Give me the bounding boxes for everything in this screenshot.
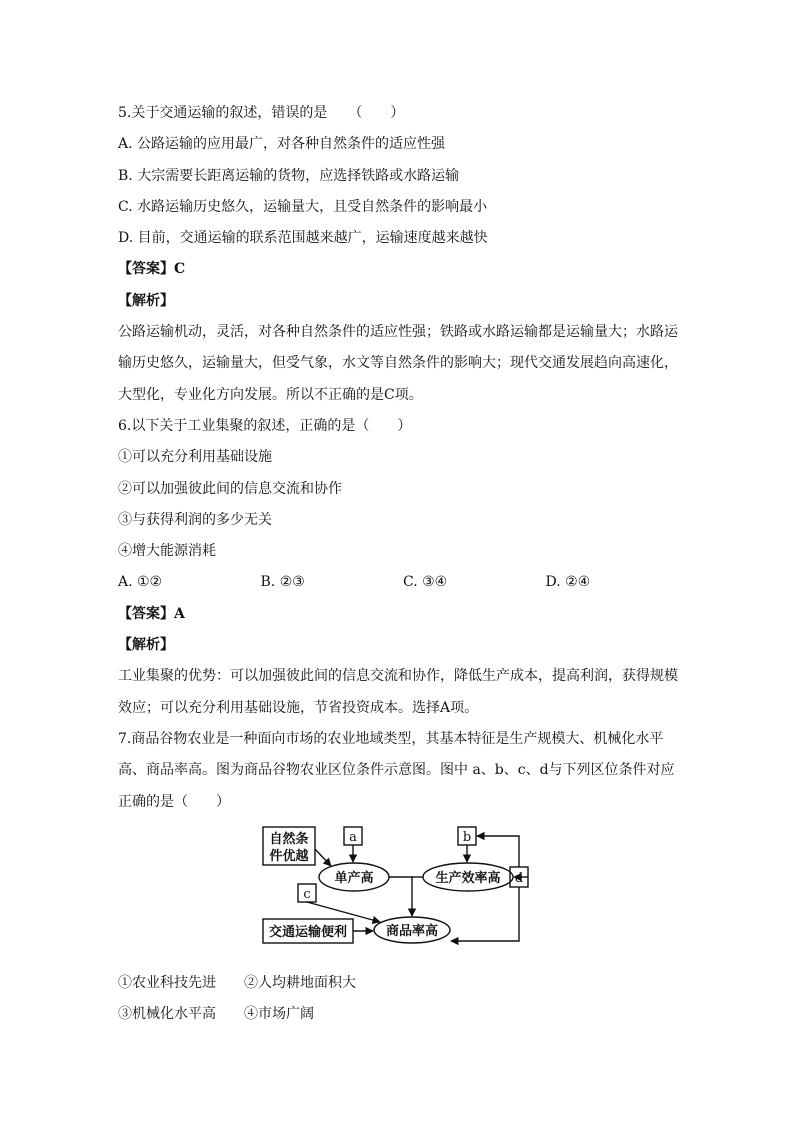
q6-option-c: C. ③④ xyxy=(403,574,448,591)
natural-label-1: 自然条 xyxy=(269,831,309,847)
natural-label-2: 件优越 xyxy=(269,848,309,864)
q7-items-line-1: ①农业科技先进 ②人均耕地面积大 xyxy=(118,974,356,991)
q5-option-b: B. 大宗需要长距离运输的货物，应选择铁路或水路运输 xyxy=(118,167,460,184)
arrow-natural-to-yield xyxy=(315,849,331,866)
q5-option-c: C. 水路运输历史悠久，运输量大，且受自然条件的影响最小 xyxy=(118,198,488,215)
q6-analysis-label: 【解析】 xyxy=(118,637,174,654)
q6-options xyxy=(118,567,688,598)
q6-stem: 6.以下关于工业集聚的叙述，正确的是（ ） xyxy=(118,417,412,434)
q6-option-d: D. ②④ xyxy=(545,574,591,591)
high-commodity-rate-label: 商品率高 xyxy=(385,923,439,939)
arrow-d-to-commodity xyxy=(451,887,519,941)
high-efficiency-label: 生产效率高 xyxy=(435,870,501,886)
q5-analysis-label: 【解析】 xyxy=(118,292,174,309)
label-c: c xyxy=(303,886,311,902)
q7-stem: 7.商品谷物农业是一种面向市场的农业地域类型，其基本特征是生产规模大、机械化水平高、商品率高。图为商品谷物农业区位条件示意图。图中 a、b、c、d与下列区位条件对应正确的是（ ） xyxy=(118,730,675,810)
q6-item-1: ①可以充分利用基础设施 xyxy=(118,449,272,466)
arrow-d-to-b xyxy=(477,836,519,867)
diagram-svg xyxy=(118,824,688,962)
q6-option-a: A. ①② xyxy=(118,574,163,591)
q6-item-3: ③与获得利润的多少无关 xyxy=(118,511,272,528)
q6-answer: 【答案】A xyxy=(118,605,185,622)
q6-option-b: B. ②③ xyxy=(260,574,305,591)
label-b: b xyxy=(462,829,472,845)
label-a: a xyxy=(349,829,357,845)
q5-answer: 【答案】C xyxy=(118,261,186,278)
q5-stem: 5.关于交通运输的叙述，错误的是 （ ） xyxy=(118,105,405,121)
transport-label: 交通运输便利 xyxy=(268,924,348,940)
q6-analysis: 工业集聚的优势：可以加强彼此间的信息交流和协作，降低生产成本，提高利润，获得规模效应；可以充分利用基础设施，节省投资成本。选择A项。 xyxy=(118,668,678,716)
q5-analysis: 公路运输机动，灵活，对各种自然条件的适应性强；铁路或水路运输都是运输量大；水路运输历史悠久，运输量大，但受气象，水文等自然条件的影响大；现代交通发展趋向高速化，大型化，专业化方向发展。所以不正确的是C项。 xyxy=(118,324,678,403)
label-d: d xyxy=(514,870,524,886)
q6-item-4: ④增大能源消耗 xyxy=(118,543,216,560)
q5-option-d: D. 目前，交通运输的联系范围越来越广，运输速度越来越快 xyxy=(118,230,488,247)
high-yield-label: 单产高 xyxy=(334,870,374,886)
q6-item-2: ②可以加强彼此间的信息交流和协作 xyxy=(118,480,342,497)
document-page xyxy=(118,98,688,1030)
q7-items-line-2: ③机械化水平高 ④市场广阔 xyxy=(118,1006,314,1023)
location-factor-diagram xyxy=(118,824,688,962)
q5-option-a: A. 公路运输的应用最广，对各种自然条件的适应性强 xyxy=(118,136,446,153)
arrow-yield-to-commodity xyxy=(389,877,412,916)
